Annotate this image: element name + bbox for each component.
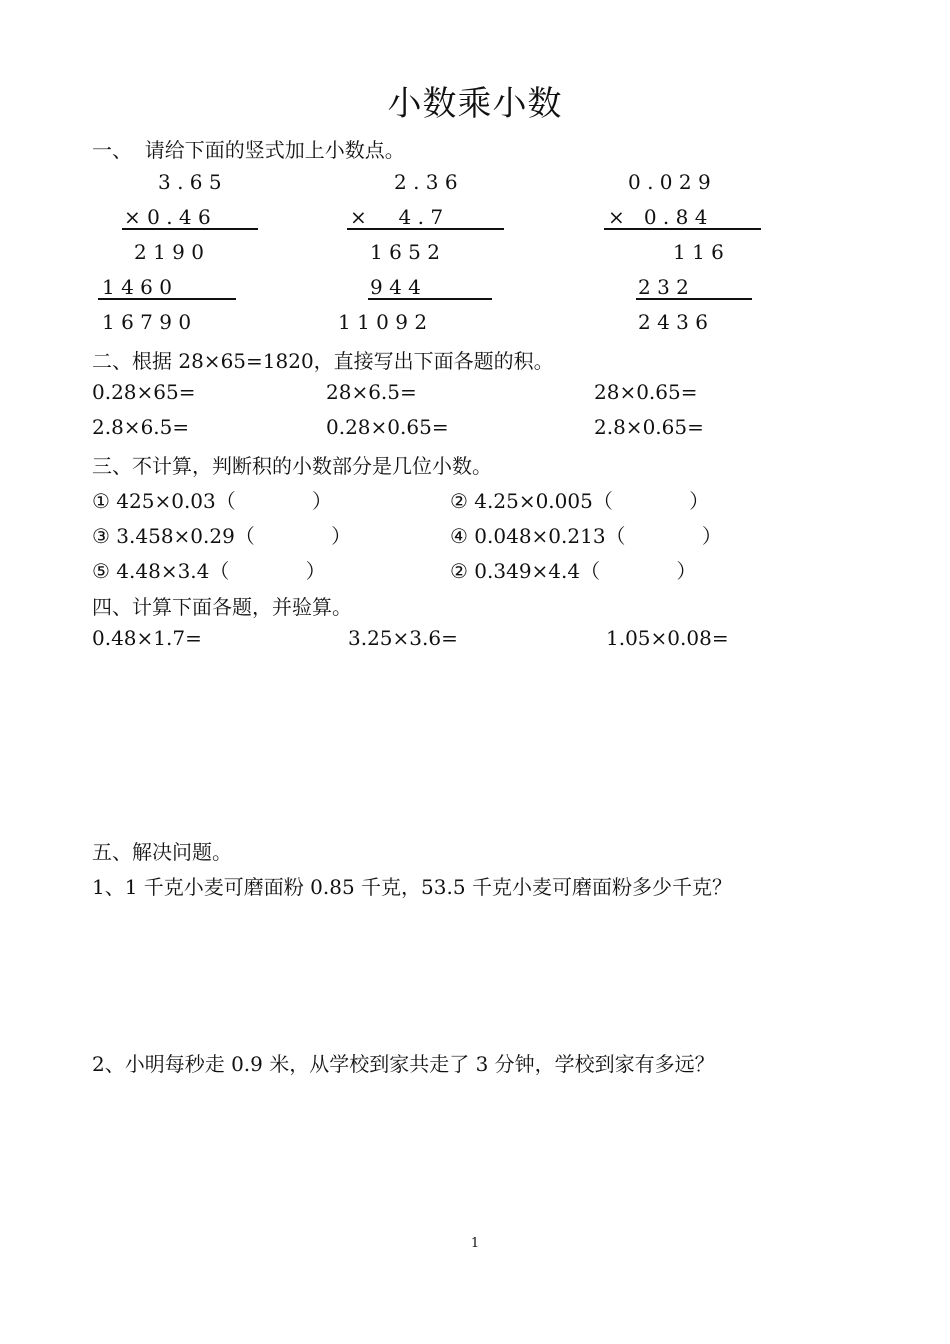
calc3-multiplier: × 0 . 8 4 — [608, 205, 708, 229]
section4-item-3: 1.05×0.08= — [606, 626, 729, 650]
calc2-multiplier: × 4 . 7 — [350, 205, 444, 229]
section5-question-2: 2、小明每秒走 0.9 米，从学校到家共走了 3 分钟，学校到家有多远？ — [92, 1052, 715, 1076]
calc3-partial-1: 1 1 6 — [673, 240, 724, 264]
calc2-partial-2: 9 4 4 — [370, 275, 421, 299]
calc2-rule-1 — [347, 228, 504, 230]
section5-question-1: 1、1 千克小麦可磨面粉 0.85 千克，53.5 千克小麦可磨面粉多少千克？ — [92, 875, 732, 899]
calc3-multiplicand: 0 . 0 2 9 — [628, 170, 711, 194]
section4-item-1: 0.48×1.7= — [92, 626, 202, 650]
section2-item-1: 0.28×65= — [92, 380, 196, 404]
section2-item-6: 2.8×0.65= — [594, 415, 704, 439]
calc1-partial-1: 2 1 9 0 — [134, 240, 204, 264]
section3-item-6: ② 0.349×4.4（ ） — [450, 559, 697, 583]
section1-heading: 一、 请给下面的竖式加上小数点。 — [92, 138, 405, 162]
section3-heading: 三、不计算，判断积的小数部分是几位小数。 — [92, 454, 492, 478]
section4-item-2: 3.25×3.6= — [348, 626, 458, 650]
calc3-product: 2 4 3 6 — [638, 310, 708, 334]
section2-item-5: 0.28×0.65= — [326, 415, 449, 439]
calc2-multiplicand: 2 . 3 6 — [394, 170, 458, 194]
calc1-partial-2: 1 4 6 0 — [102, 275, 172, 299]
section5-heading: 五、解决问题。 — [92, 840, 232, 864]
section2-item-4: 2.8×6.5= — [92, 415, 190, 439]
calc1-multiplicand: 3 . 6 5 — [158, 170, 222, 194]
section3-item-2: ② 4.25×0.005（ ） — [450, 489, 710, 513]
section3-item-3: ③ 3.458×0.29（ ） — [92, 524, 352, 548]
calc1-multiplier: × 0 . 4 6 — [124, 205, 211, 229]
page-number: 1 — [470, 1236, 480, 1251]
section2-item-2: 28×6.5= — [326, 380, 417, 404]
calc1-product: 1 6 7 9 0 — [102, 310, 192, 334]
calc2-partial-1: 1 6 5 2 — [370, 240, 440, 264]
section2-item-3: 28×0.65= — [594, 380, 698, 404]
page-title: 小数乘小数 — [387, 84, 563, 124]
calc3-rule-1 — [604, 228, 761, 230]
section3-item-5: ⑤ 4.48×3.4（ ） — [92, 559, 326, 583]
section4-heading: 四、计算下面各题，并验算。 — [92, 595, 352, 619]
calc3-partial-2: 2 3 2 — [638, 275, 689, 299]
section3-item-4: ④ 0.048×0.213（ ） — [450, 524, 722, 548]
calc1-rule-1 — [122, 228, 258, 230]
calc2-rule-2 — [368, 298, 492, 300]
calc3-rule-2 — [636, 298, 752, 300]
section2-heading: 二、根据 28×65=1820，直接写出下面各题的积。 — [92, 349, 554, 373]
calc2-product: 1 1 0 9 2 — [338, 310, 428, 334]
calc1-rule-2 — [98, 298, 236, 300]
section3-item-1: ① 425×0.03（ ） — [92, 489, 333, 513]
